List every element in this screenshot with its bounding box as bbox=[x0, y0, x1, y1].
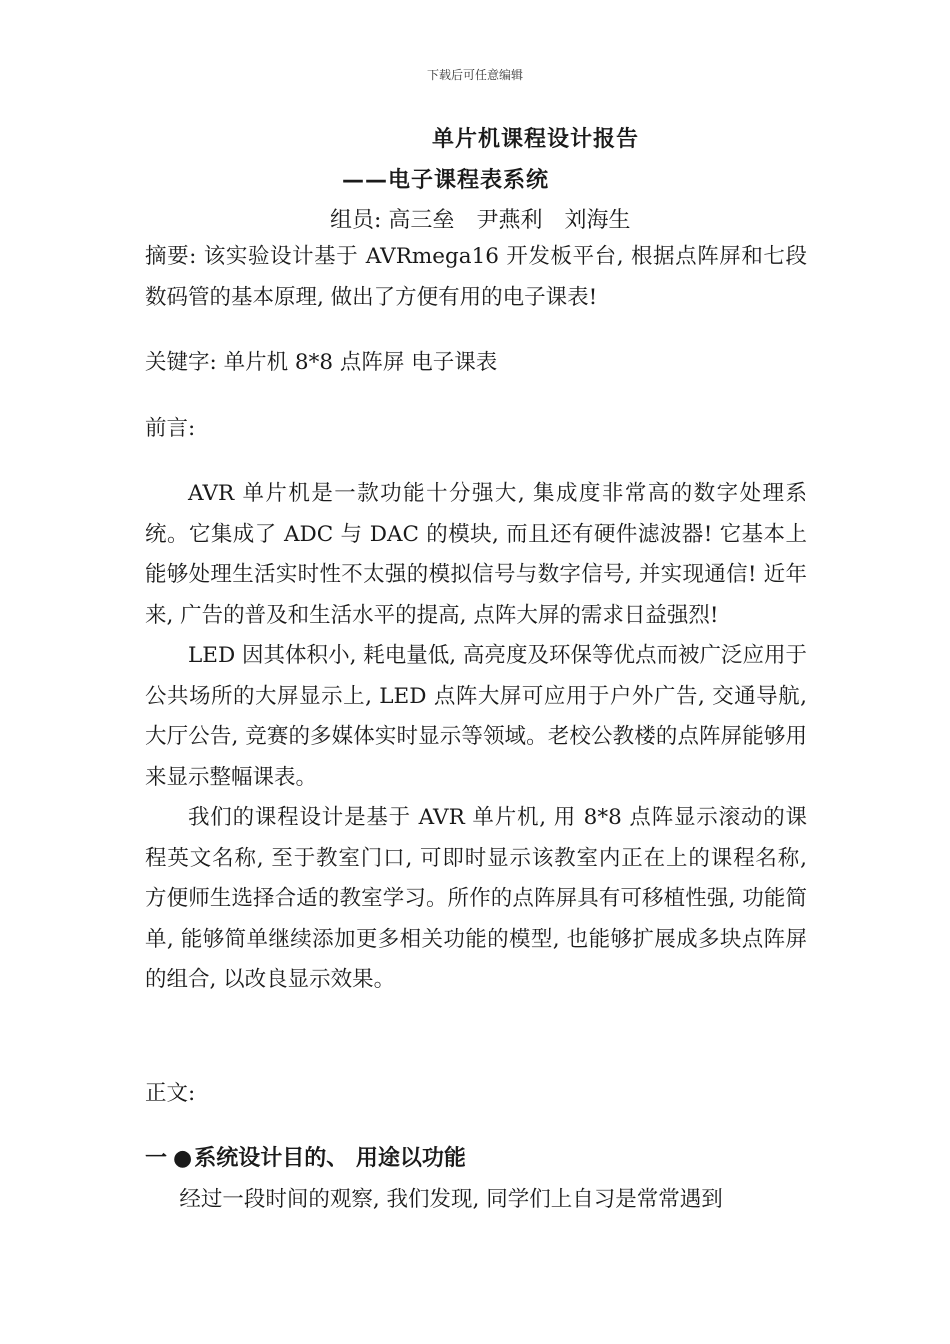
body-label-block bbox=[145, 1074, 807, 1115]
preface-paragraph: 我们的课程设计是基于 AVR 单片机, 用 8*8 点阵显示滚动的课程英文名称, 至于教室门口, 可即时显示该教室内正在上的课程名称, 方便师生选择合适的教室学习。所作的点阵屏具有可移植性强, 功能简单, 能够简单继续添加更多相关功能的模型, 也能够扩展成多块点阵屏的组合, 以改良显示效果。 bbox=[145, 805, 807, 992]
keywords-text: 关键字: 单片机 8*8 点阵屏 电子课表 bbox=[145, 350, 498, 375]
author-name: 刘海生 bbox=[564, 208, 631, 233]
section-title: 系统设计目的、 用途以功能 bbox=[194, 1146, 466, 1171]
abstract-text: 摘要: 该实验设计基于 AVRmega16 开发板平台, 根据点阵屏和七段数码管的基本原理, 做出了方便有用的电子课表! bbox=[145, 244, 807, 310]
section1-paragraph: 经过一段时间的观察, 我们发现, 同学们上自习是常常遇到 bbox=[179, 1187, 723, 1212]
author-name: 尹燕利 bbox=[476, 208, 543, 233]
preface-paragraph: AVR 单片机是一款功能十分强大, 集成度非常高的数字处理系统。它集成了 ADC 与 DAC 的模块, 而且还有硬件滤波器! 它基本上能够处理生活实时性不太强的模拟信号与数字信号, 并实现通信! 近年来, 广告的普及和生活水平的提高, 点阵大屏的需求日益强烈! bbox=[145, 481, 807, 628]
document-title: 单片机课程设计报告 bbox=[432, 127, 640, 152]
document-subtitle: ——电子课程表系统 bbox=[342, 168, 550, 193]
body-label: 正文: bbox=[145, 1081, 196, 1106]
preface-paragraph: LED 因其体积小, 耗电量低, 高亮度及环保等优点而被广泛应用于公共场所的大屏显示上, LED 点阵大屏可应用于户外广告, 交通导航, 大厅公告, 竞赛的多媒体实时显示等领域。老校公教楼的点阵屏能够用来显示整幅课表。 bbox=[145, 643, 807, 790]
preface-label-block bbox=[145, 409, 807, 450]
abstract-block bbox=[145, 237, 807, 318]
preface-body bbox=[145, 474, 807, 1001]
preface-label: 前言: bbox=[145, 416, 196, 441]
authors-line bbox=[330, 203, 630, 234]
section-heading bbox=[145, 1141, 466, 1172]
section-number: 一 bbox=[145, 1146, 168, 1171]
section1-body bbox=[145, 1180, 807, 1221]
authors-label: 组员: bbox=[330, 208, 382, 233]
header-note: 下载后可任意编辑 bbox=[426, 68, 523, 82]
author-name: 高三垒 bbox=[388, 208, 455, 233]
bullet-icon: ● bbox=[173, 1146, 193, 1171]
keywords-block bbox=[145, 343, 807, 384]
